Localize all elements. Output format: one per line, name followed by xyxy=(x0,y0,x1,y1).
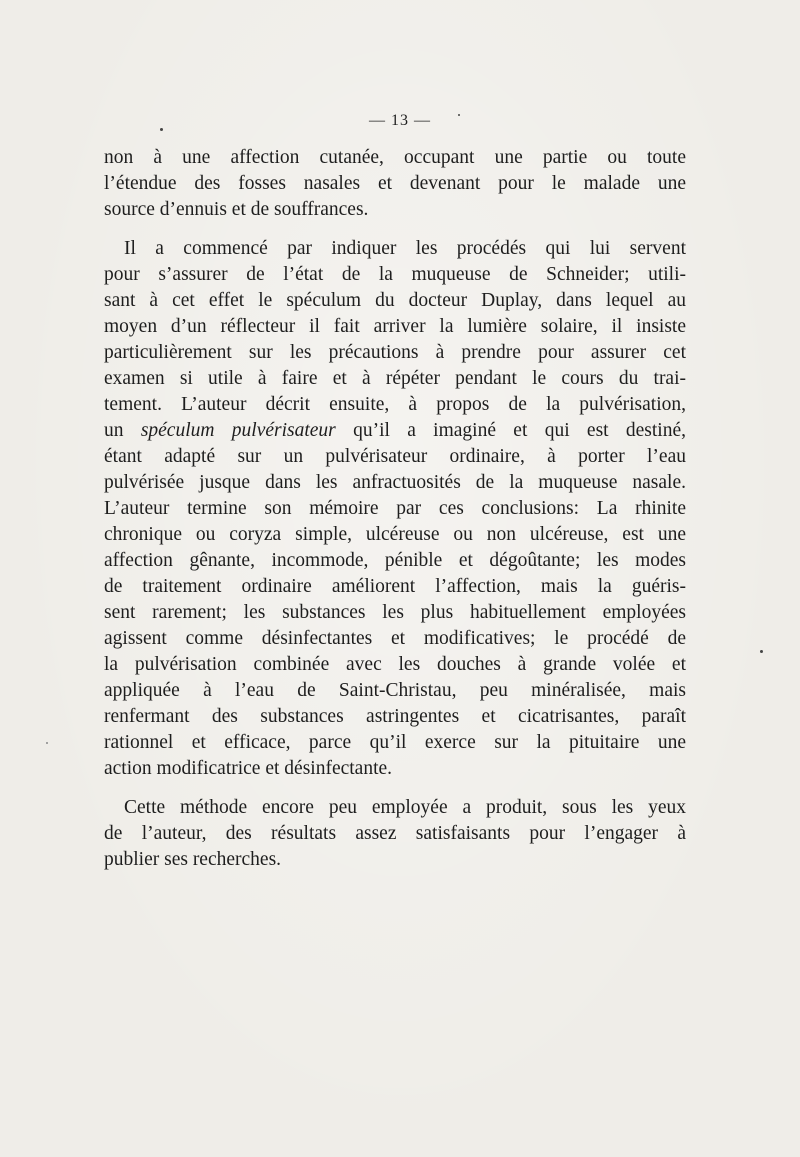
scan-speck xyxy=(46,742,48,744)
text-line: non à une affection cutanée, occupant une partie ou toute xyxy=(104,147,686,168)
paragraph xyxy=(104,236,686,782)
page-number: — 13 — xyxy=(369,112,431,129)
text-line: Cette méthode encore peu employée a produit, sous les yeux xyxy=(124,797,686,818)
text-line: sent rarement; les substances les plus habituellement employées xyxy=(104,602,686,623)
text-line: appliquée à l’eau de Saint-Christau, peu minéralisée, mais xyxy=(104,680,686,701)
text-line: pour s’assurer de l’état de la muqueuse de Schneider; utili- xyxy=(104,264,686,285)
text-line: de l’auteur, des résultats assez satisfaisants pour l’engager à xyxy=(104,823,686,844)
text-line: étant adapté sur un pulvérisateur ordinaire, à porter l’eau xyxy=(104,446,686,467)
text-line: L’auteur termine son mémoire par ces conclusions: La rhinite xyxy=(104,498,686,519)
paragraph xyxy=(104,145,686,223)
text-line: publier ses recherches. xyxy=(104,849,282,870)
text-line: source d’ennuis et de souffrances. xyxy=(104,199,369,220)
text-line: tement. L’auteur décrit ensuite, à propos de la pulvérisation, xyxy=(104,394,686,415)
text-line: la pulvérisation combinée avec les douches à grande volée et xyxy=(104,654,686,675)
scan-speck xyxy=(160,128,163,131)
scan-speck xyxy=(458,114,460,116)
body-text xyxy=(104,145,686,873)
paragraph xyxy=(104,795,686,873)
text-line: de traitement ordinaire améliorent l’affection, mais la guéris- xyxy=(104,576,686,597)
text-line: un spéculum pulvérisateur qu’il a imaginé et qui est destiné, xyxy=(104,420,686,441)
text-line: rationnel et efficace, parce qu’il exerce sur la pituitaire une xyxy=(104,732,686,753)
text-line: affection gênante, incommode, pénible et dégoûtante; les modes xyxy=(104,550,686,571)
text-line: pulvérisée jusque dans les anfractuosités de la muqueuse nasale. xyxy=(104,472,686,493)
text-line: moyen d’un réflecteur il fait arriver la lumière solaire, il insiste xyxy=(104,316,686,337)
text-line: agissent comme désinfectantes et modificatives; le procédé de xyxy=(104,628,686,649)
text-line: examen si utile à faire et à répéter pendant le cours du trai- xyxy=(104,368,686,389)
text-line: sant à cet effet le spéculum du docteur Duplay, dans lequel au xyxy=(104,290,686,311)
text-line: chronique ou coryza simple, ulcéreuse ou non ulcéreuse, est une xyxy=(104,524,686,545)
text-line: l’étendue des fosses nasales et devenant pour le malade une xyxy=(104,173,686,194)
scan-speck xyxy=(760,650,763,653)
text-line: particulièrement sur les précautions à prendre pour assurer cet xyxy=(104,342,686,363)
italic-term: spéculum pulvérisateur xyxy=(140,420,336,441)
text-line: action modificatrice et désinfectante. xyxy=(104,758,393,779)
text-line: Il a commencé par indiquer les procédés qui lui servent xyxy=(124,238,686,259)
text-line: renfermant des substances astringentes et cicatrisantes, paraît xyxy=(104,706,686,727)
